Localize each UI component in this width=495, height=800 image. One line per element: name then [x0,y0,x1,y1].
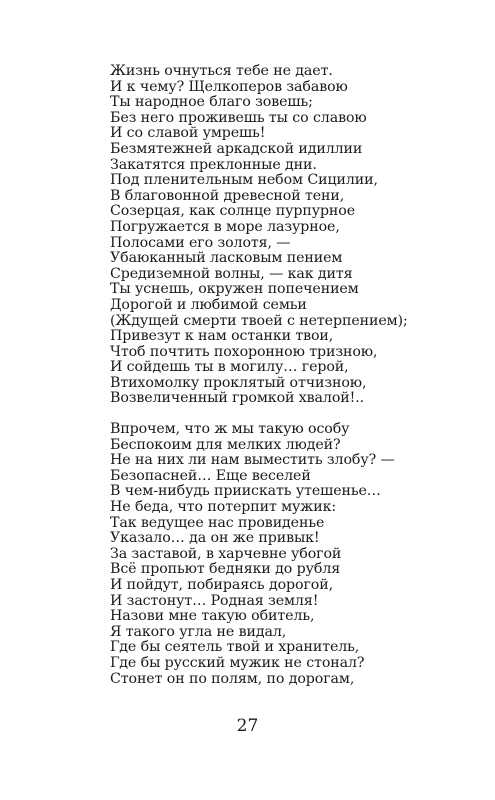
poem-line: Привезут к нам останки твои, [110,328,334,345]
poem-line: И застонут… Родная земля! [110,592,319,609]
page-number: 27 [236,716,259,736]
poem-line: Назови мне такую обитель, [110,608,315,625]
poem-line: Всё пропьют бедняки до рубля [110,561,341,578]
poem-line: Жизнь очнуться тебе не дает. [110,63,333,79]
poem-line: Погружается в море лазурное, [110,218,340,235]
poem-line: Возвеличенный громкой хвалой!.. [110,390,365,407]
poem-line: В чем-нибудь приискать утешенье… [110,483,381,500]
poem-line: Я такого угла не видал, [110,623,287,640]
poem-line: Безопасней… Еще веселей [110,467,311,484]
poem-line: Втихомолку проклятый отчизною, [110,374,367,391]
poem-line: Дорогой и любимой семьи [110,296,307,313]
poem-line: Указало… да он же привык! [110,530,320,547]
poem-line: Под пленительным небом Сицилии, [110,172,378,189]
poem-line: Ты народное благо зовешь; [110,94,313,111]
stanza [110,422,485,687]
poem-line: За заставой, в харчевне убогой [110,545,342,562]
poem-line: И сойдешь ты в могилу… герой, [110,359,349,376]
poem-line: Закатятся преклонные дни. [110,156,317,173]
poem-line: Средиземной волны, — как дитя [110,265,353,282]
poem-line: (Ждущей смерти твоей с нетерпением); [110,312,408,329]
poem-line: Безмятежней аркадской идиллии [110,140,363,157]
poem-line: И со славой умрешь! [110,125,266,142]
poem-line: Не на них ли нам выместить злобу? — [110,452,395,469]
poem-text [110,64,485,687]
poem-line: Убаюканный ласковым пением [110,250,343,267]
poem-line: Ты уснешь, окружен попечением [110,281,359,298]
poem-line: Беспокоим для мелких людей? [110,436,341,453]
poem-line: Так ведущее нас провиденье [110,514,325,531]
poem-line: Впрочем, что ж мы такую особу [110,421,350,438]
poem-line: В благовонной древесной тени, [110,187,345,204]
poem-line: И пойдут, побираясь дорогой, [110,577,333,593]
poem-line: Чтоб почтить похоронною тризною, [110,343,378,360]
poem-line: Где бы русский мужик не стонал? [110,654,365,671]
poem-line: Не беда, что потерпит мужик: [110,499,337,516]
poem-line: Созерцая, как солнце пурпурное [110,203,356,220]
poem-line: Где бы сеятель твой и хранитель, [110,639,360,656]
stanza [110,64,485,407]
poem-line: Стонет он по полям, по дорогам, [110,670,355,687]
poem-line: Полосами его золотя, — [110,234,291,251]
poem-line: И к чему? Щелкоперов забавою [110,78,348,95]
poem-line: Без него проживешь ты со славою [110,109,367,126]
